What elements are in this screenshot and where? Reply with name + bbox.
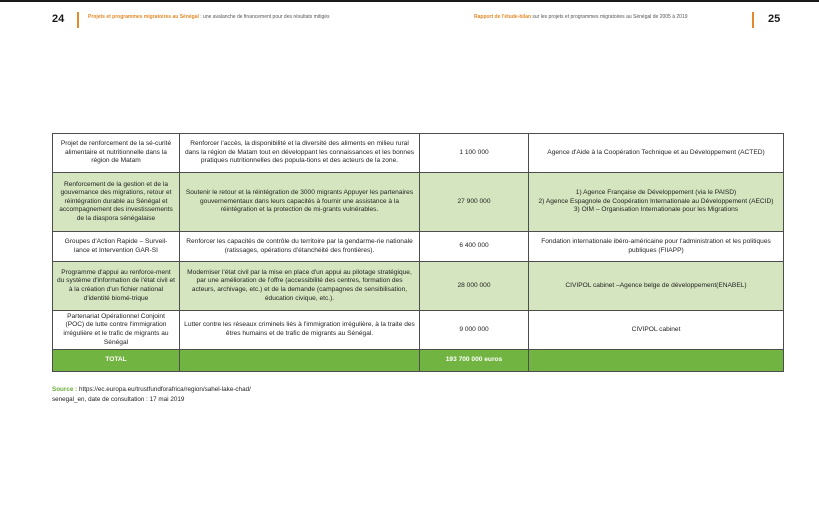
- partner-line: 3) OIM – Organisation Internationale pour les Migrations: [573, 206, 739, 214]
- left-header-divider: [77, 12, 79, 28]
- partners-cell: [529, 232, 784, 262]
- source-date: senegal_en, date de consultation : 17 mai 2019: [52, 395, 185, 403]
- amount-cell: 6 400 000: [420, 232, 529, 262]
- left-page-number: 24: [52, 13, 65, 25]
- right-running-header: [474, 14, 688, 20]
- amount-cell: 27 900 000: [420, 173, 529, 232]
- right-header-title: Rapport de l'étude-bilan: [474, 14, 532, 20]
- objective-cell: Moderniser l'état civil par la mise en place d'un appui au pilotage stratégique, par une amélioration de l'offre (accessibilité des centres, formation des acteurs, archivage, etc.) et de la demande (campagnes de sensibilisation, éducation civique, etc.).: [180, 262, 420, 311]
- partner-line: 2) Agence Espagnole de Coopération Internationale au Développement (AECID): [538, 197, 774, 205]
- project-cell: Renforcement de la gestion et de la gouvernance des migrations, retour et réintégration durable au Sénégal et accompagnement des investissements de la diaspora sénégalaise: [53, 173, 180, 232]
- right-header-subtitle: sur les projets et programmes migratoires au Sénégal de 2005 à 2019: [531, 14, 688, 20]
- project-cell: Groupes d'Action Rapide – Surveil-lance et Intervention GAR-SI: [53, 232, 180, 262]
- partner-line: CIVIPOL cabinet: [631, 325, 681, 333]
- table-row: [53, 262, 784, 311]
- partner-line: Agence d'Aide à la Coopération Technique et au Développement (ACTED): [547, 148, 765, 156]
- objective-cell: Renforcer l'accès, la disponibilité et la diversité des aliments en milieu rural dans la région de Matam tout en développant les connaissances et les bonnes pratiques nutritionnelles des popula-tions et des acteurs de la zone.: [180, 134, 420, 173]
- source-note: [52, 385, 251, 404]
- total-label: TOTAL: [53, 350, 180, 372]
- total-empty-cell: [180, 350, 420, 372]
- left-header-title: Projets et programmes migratoires au Sénégal: [88, 14, 199, 20]
- source-url: https://ec.europa.eu/trustfundforafrica/region/sahel-lake-chad/: [77, 386, 251, 393]
- partner-line: Fondation internationale ibéro-américaine pour l'administration et les politiques publiques (FIIAPP): [541, 237, 771, 254]
- table-row: [53, 311, 784, 350]
- left-running-header: [88, 14, 330, 20]
- objective-cell: Lutter contre les réseaux criminels liés à l'immigration irrégulière, à la traite des êtres humains et de trafic de migrants au Sénégal.: [180, 311, 420, 350]
- amount-cell: 1 100 000: [420, 134, 529, 173]
- partners-cell: [529, 134, 784, 173]
- right-page-number: 25: [768, 13, 781, 25]
- partner-line: 1) Agence Française de Développement (via le PAISD): [575, 189, 737, 197]
- project-cell: Projet de renforcement de la sé-curité alimentaire et nutritionnelle dans la région de Matam: [53, 134, 180, 173]
- top-border-line: [0, 0, 819, 2]
- total-row: [53, 350, 784, 372]
- total-amount: 193 700 000 euros: [420, 350, 529, 372]
- total-empty-cell: [529, 350, 784, 372]
- project-cell: Partenariat Opérationnel Conjoint (POC) de lutte contre l'immigration irrégulière et le trafic de migrants au Sénégal: [53, 311, 180, 350]
- projects-table: [52, 133, 784, 372]
- project-cell: Programme d'appui au renforce-ment du système d'information de l'état civil et à la création d'un fichier national d'identité biomé-trique: [53, 262, 180, 311]
- partner-line: CIVIPOL cabinet –Agence belge de développement(ENABEL): [565, 281, 747, 289]
- left-header-subtitle: : une avalanche de financement pour des résultats mitigés: [198, 14, 330, 20]
- table-row: [53, 134, 784, 173]
- table-row: [53, 173, 784, 232]
- right-header-divider: [752, 12, 754, 28]
- amount-cell: 9 000 000: [420, 311, 529, 350]
- amount-cell: 28 000 000: [420, 262, 529, 311]
- partners-cell: [529, 311, 784, 350]
- partners-cell: [529, 173, 784, 232]
- partners-cell: [529, 262, 784, 311]
- source-label: Source :: [52, 386, 78, 393]
- objective-cell: Renforcer les capacités de contrôle du territoire par la gendarme-rie nationale (ratissages, opérations d'étanchéité des frontières).: [180, 232, 420, 262]
- table-row: [53, 232, 784, 262]
- objective-cell: Soutenir le retour et la réintégration de 3000 migrants Appuyer les partenaires gouvernementaux dans leurs capacités à fournir une assistance à la réintégration et la protection de mi-grants vulnérables.: [180, 173, 420, 232]
